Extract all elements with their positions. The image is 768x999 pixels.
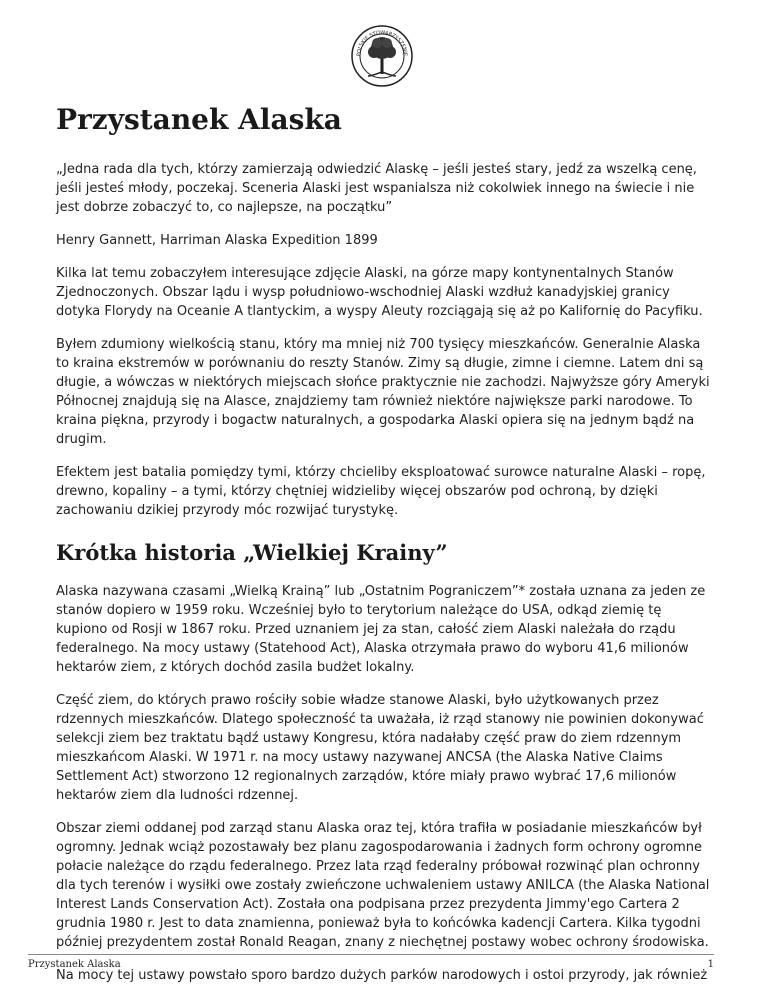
quote-attribution: Henry Gannett, Harriman Alaska Expedition 1899 xyxy=(56,233,378,248)
tree-seal-logo xyxy=(350,24,414,88)
section-paragraph: Alaska nazywana czasami „Wielką Krainą” lub „Ostatnim Pograniczem”* została uznana za jeden ze stanów dopiero w 1959 roku. Wcześniej było to terytorium należące do USA, odkąd ziemię tę kupiono od Rosji w 1867 roku. Przed uznaniem jej za stan, całość ziem Alaski należała do rządu federalnego. Na mocy ustawy (Statehood Act), Alaska otrzymała prawo do wyboru 41,6 milionów hektarów ziem, z których dochód zasila budżet lokalny. xyxy=(56,584,706,675)
footer-title: Przystanek Alaska xyxy=(28,959,121,970)
intro-paragraph: Efektem jest batalia pomiędzy tymi, którzy chcieliby eksploatować surowce naturalne Alaski – ropę, drewno, kopaliny – a tymi, którzy chętniej widzieliby więcej obszarów pod ochroną, by dzięki zachowaniu dzikiej przyrody móc rozwijać turystykę. xyxy=(56,465,706,518)
page-footer xyxy=(28,954,714,970)
section-heading: Krótka historia „Wielkiej Krainy” xyxy=(56,540,448,565)
article-content xyxy=(56,100,714,999)
intro-paragraph: Kilka lat temu zobaczyłem interesujące zdjęcie Alaski, na górze mapy kontynentalnych Stanów Zjednoczonych. Obszar lądu i wysp południowo-wschodniej Alaski wzdłuż kanadyjskiej granicy dotyka Florydy na Oceanie A tlantyckim, a wyspy Aleuty rozciągają się aż po Kalifornię do Pacyfiku. xyxy=(56,266,703,319)
logo-text: POLSKIE STOWARZYSZENIE xyxy=(355,29,409,57)
section-paragraph: Część ziem, do których prawo rościły sobie władze stanowe Alaski, było użytkowanych przez rdzennych mieszkańców. Dlatego społeczność ta uważała, iż rząd stanowy nie powinien dokonywać selekcji ziem bez traktatu bądź ustawy Kongresu, która nadałaby część praw do ziem rdzennym mieszkańcom Alaski. W 1971 r. na mocy ustawy nazywanej ANCSA (the Alaska Native Claims Settlement Act) stworzono 12 regionalnych zarządów, które miały prawo wybrać 17,6 milionów hektarów ziem dla ludności rdzennej. xyxy=(56,693,704,803)
section-paragraph: Obszar ziemi oddanej pod zarząd stanu Alaska oraz tej, która trafiła w posiadanie mieszkańców był ogromny. Jednak wciąż pozostawały bez planu zagospodarowania i żadnych form ochrony ogromne połacie należące do rządu federalnego. Przez lata rząd federalny próbował rozwinąć plan ochronny dla tych terenów i wysiłki owe zostały zwieńczone uchwaleniem ustawy ANILCA (the Alaska National Interest Lands Conservation Act). Została ona podpisana przez prezydenta Jimmy'ego Cartera 2 grudnia 1980 r. Jest to data znamienna, ponieważ była to końcówka kadencji Cartera. Kilka tygodni później prezydentem został Ronald Reagan, znany z niechętnej postawy wobec ochrony środowiska. xyxy=(56,821,710,950)
epigraph-quote: „Jedna rada dla tych, którzy zamierzają odwiedzić Alaskę – jeśli jesteś stary, jedź za wszelką cenę, jeśli jesteś młody, poczekaj. Sceneria Alaski jest wspanialsza niż cokolwiek innego na świecie i nie jest dobrze zobaczyć to, co najlepsze, na początku” xyxy=(56,162,697,215)
page-title: Przystanek Alaska xyxy=(56,103,342,136)
intro-paragraph: Byłem zdumiony wielkością stanu, który ma mniej niż 700 tysięcy mieszkańców. Generalnie Alaska to kraina ekstremów w porównaniu do reszty Stanów. Zimy są długie, zimne i ciemne. Latem dni są długie, a wówczas w niektórych miejscach słońce praktycznie nie zachodzi. Najwyższe góry Ameryki Północnej znajdują się na Alasce, znajdziemy tam również niektóre największe parki narodowe. To kraina piękna, przyrody i bogactw naturalnych, a gospodarka Alaski opiera się na jednym bądź na drugim. xyxy=(56,337,710,447)
page-number: 1 xyxy=(707,959,714,970)
section-paragraph: Na mocy tej ustawy powstało sporo bardzo dużych parków narodowych i ostoi przyrody, jak również xyxy=(56,968,708,983)
